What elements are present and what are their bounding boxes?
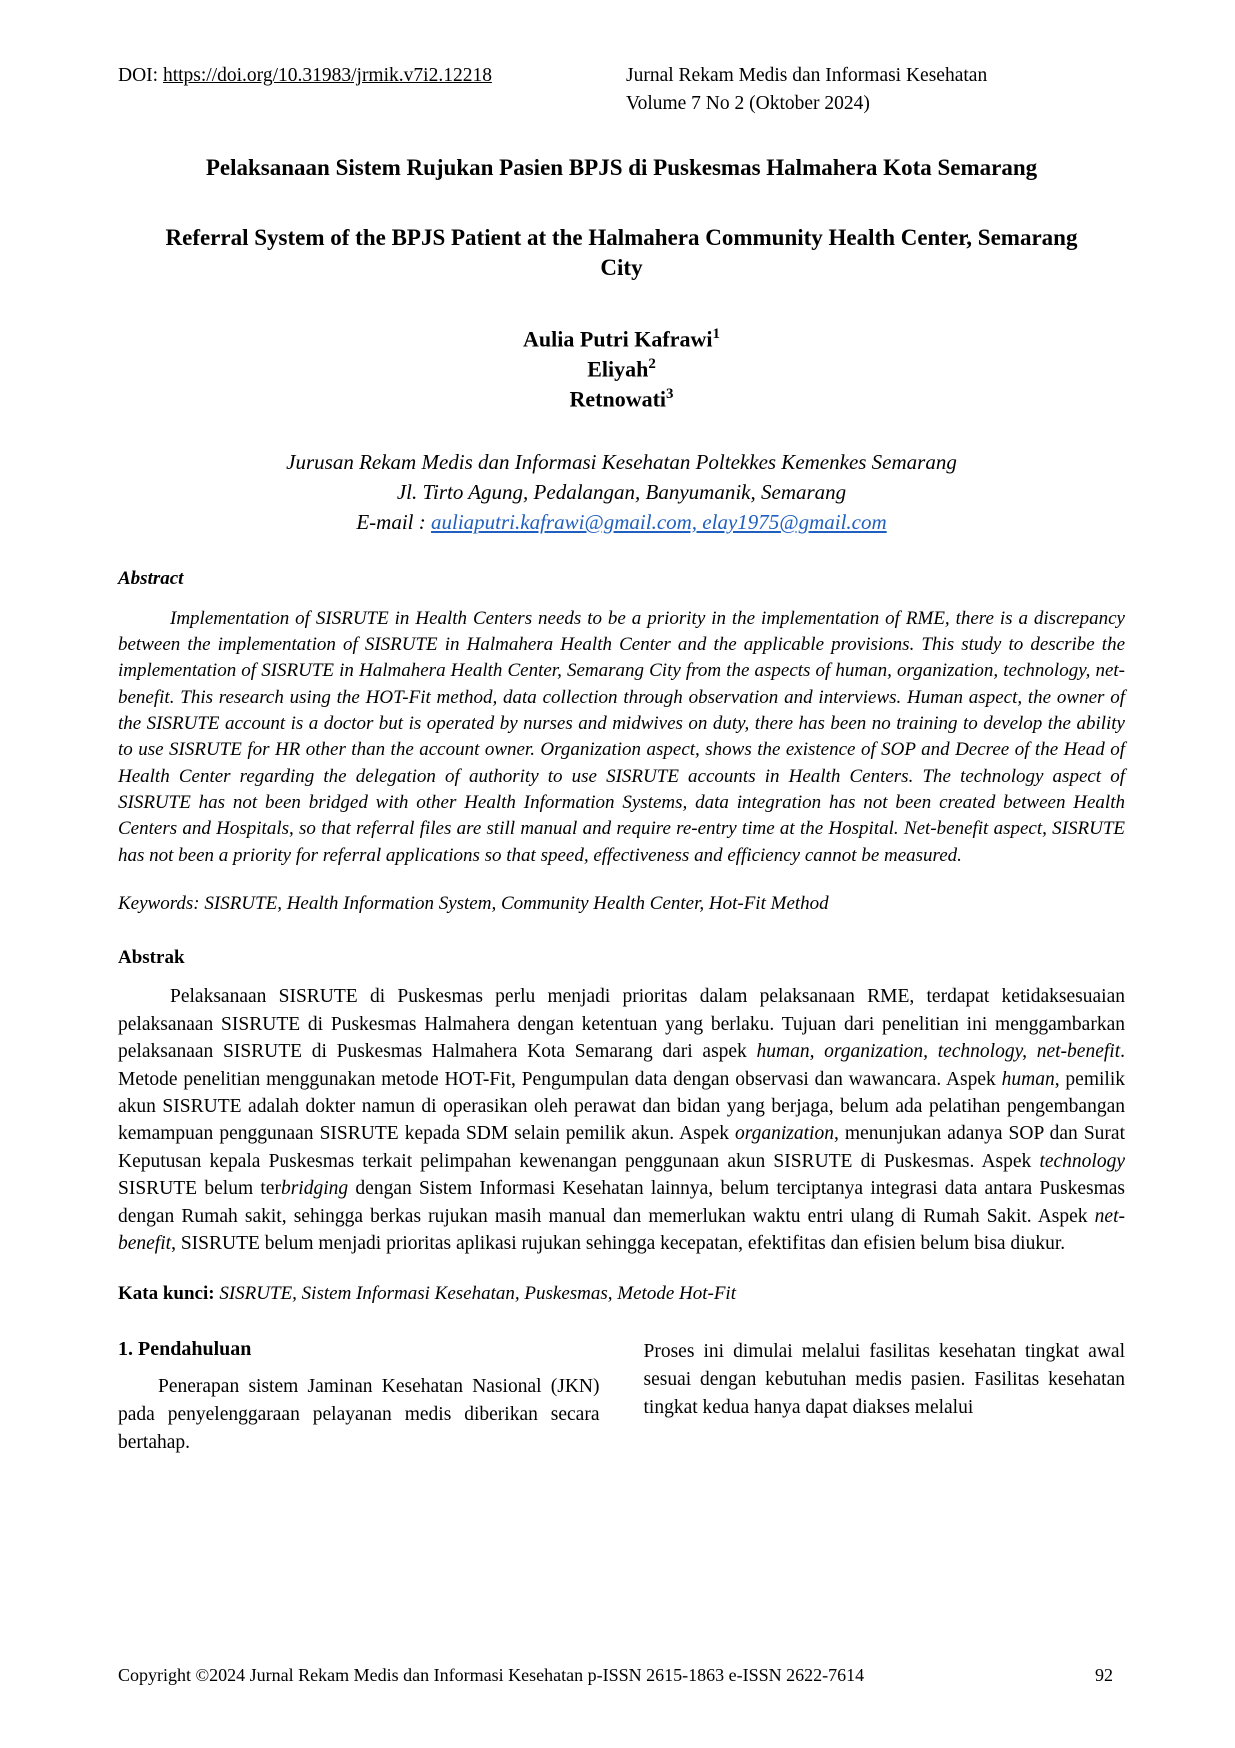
paragraph-intro-right: Proses ini dimulai melalui fasilitas kesehatan tingkat awal sesuai dengan kebutuhan medis pasien. Fasilitas kesehatan tingkat kedua hanya dapat diakses melalui — [643, 1340, 1125, 1419]
abstrak-text-part: SISRUTE belum ter — [118, 1178, 281, 1200]
abstrak-text-part: , pemilik akun SISRUTE adalah dokter namun di operasikan oleh perawat dan bidan yang berjaga, belum ada pelatihan pengembangan kemampuan penggunaan SISRUTE kepada SDM selain pemilik akun. Aspek — [118, 1068, 1125, 1145]
abstrak-italic-term: bridging — [280, 1178, 349, 1200]
katakunci-label: Kata kunci: — [118, 1283, 215, 1305]
copyright-text: Copyright ©2024 Jurnal Rekam Medis dan Informasi Kesehatan p-ISSN 2615-1863 e-ISSN 2622-7614 — [118, 1665, 865, 1685]
doi-block — [118, 62, 618, 90]
abstrak-italic-term: human — [1001, 1068, 1055, 1090]
katakunci-value: SISRUTE, Sistem Informasi Kesehatan, Puskesmas, Metode Hot-Fit — [214, 1283, 736, 1305]
author-entry — [118, 384, 1125, 414]
author-affiliation-marker: 2 — [648, 355, 656, 372]
author-entry — [118, 324, 1125, 354]
section-heading-pendahuluan: 1. Pendahuluan — [118, 1337, 252, 1360]
journal-volume: Volume 7 No 2 (Oktober 2024) — [626, 93, 870, 115]
page-header — [118, 62, 1125, 119]
doi-link[interactable]: https://doi.org/10.31983/jrmik.v7i2.12218 — [162, 65, 492, 86]
abstrak-keywords — [118, 1281, 1125, 1308]
column-right — [644, 1338, 1126, 1457]
abstrak-text-part: , menunjukan adanya SOP dan Surat Keputusan kepala Puskesmas terkait pelimpahan kewenangan penggunaan akun SISRUTE di Puskesmas. Aspek — [118, 1123, 1125, 1172]
author-affiliation-marker: 1 — [712, 325, 720, 342]
author-list — [118, 324, 1125, 415]
author-affiliation-marker: 3 — [666, 386, 674, 403]
abstrak-italic-term: human, organization, technology, net-benefit — [756, 1041, 1121, 1063]
email-label: E-mail : — [356, 509, 431, 534]
abstrak-body — [118, 983, 1125, 1257]
abstrak-italic-term: organization — [735, 1123, 834, 1145]
abstract-body: Implementation of SISRUTE in Health Centers needs to be a priority in the implementation of RME, there is a discrepancy between the implementation of SISRUTE in Halmahera Health Center and the applicable provisions. This study to describe the implementation of SISRUTE in Halmahera Health Center, Semarang City from the aspects of human, organization, technology, net-benefit. This research using the HOT-Fit method, data collection through observation and interviews. Human aspect, the owner of the SISRUTE account is a doctor but is operated by nurses and midwives on duty, there has been no training to develop the ability to use SISRUTE for HR other than the account owner. Organization aspect, shows the existence of SOP and Decree of the Head of Health Center regarding the delegation of authority to use SISRUTE accounts in Health Centers. The technology aspect of SISRUTE has not been bridged with other Health Information Systems, data integration has not been created between Health Centers and Hospitals, so that referral files are still manual and require re-entry time at the Hospital. Net-benefit aspect, SISRUTE has not been a priority for referral applications so that speed, effectiveness and efficiency cannot be measured. — [118, 607, 1125, 866]
body-columns — [118, 1338, 1125, 1457]
email-link[interactable]: auliaputri.kafrawi@gmail.com, elay1975@gmail.com — [430, 509, 887, 534]
page-footer — [118, 1665, 1125, 1686]
author-entry — [118, 354, 1125, 384]
author-name: Aulia Putri Kafrawi — [523, 325, 713, 351]
journal-info — [618, 62, 1125, 119]
affiliation-email-line — [118, 508, 1125, 538]
abstrak-italic-term: technology — [1039, 1150, 1125, 1172]
abstract-keywords: Keywords: SISRUTE, Health Information System, Community Health Center, Hot-Fit Method — [118, 892, 829, 914]
abstrak-text-part: dengan Sistem Informasi Kesehatan lainnya, belum terciptanya integrasi data antara Puskesmas dengan Rumah sakit, sehingga berkas rujukan masih manual dan memerlukan waktu entri ulang di Rumah Sakit. Aspek — [118, 1178, 1126, 1227]
paragraph-intro-left: Penerapan sistem Jaminan Kesehatan Nasional (JKN) pada penyelenggaraan pelayanan medis diberikan secara bertahap. — [118, 1375, 600, 1454]
affiliation-address: Jl. Tirto Agung, Pedalangan, Banyumanik, Semarang — [396, 480, 847, 505]
affiliation-block — [118, 448, 1125, 537]
abstrak-text-part: , SISRUTE belum menjadi prioritas aplikasi rujukan sehingga kecepatan, efektifitas dan efisien belum bisa diukur. — [171, 1232, 1066, 1254]
abstrak-text-part: . Metode penelitian menggunakan metode HOT-Fit, Pengumpulan data dengan observasi dan wawancara. Aspek — [118, 1041, 1125, 1090]
page-number: 92 — [1095, 1665, 1113, 1685]
abstrak-italic-term: net-benefit — [118, 1205, 1125, 1254]
abstrak-text-part: Pelaksanaan SISRUTE di Puskesmas perlu menjadi prioritas dalam pelaksanaan RME, terdapat ketidaksesuaian pelaksanaan SISRUTE di Puskesmas Halmahera dengan ketentuan yang berlaku. Tujuan dari penelitian ini menggambarkan pelaksanaan SISRUTE di Puskesmas Halmahera Kota Semarang dari aspek — [118, 986, 1125, 1063]
abstrak-heading: Abstrak — [118, 947, 185, 969]
title-block — [118, 153, 1125, 284]
affiliation-institution: Jurusan Rekam Medis dan Informasi Kesehatan Poltekkes Kemenkes Semarang — [286, 450, 957, 475]
author-name: Eliyah — [587, 356, 649, 382]
page-title-indonesian: Pelaksanaan Sistem Rujukan Pasien BPJS di Puskesmas Halmahera Kota Semarang — [205, 154, 1038, 180]
author-name: Retnowati — [569, 386, 667, 412]
column-left — [118, 1338, 600, 1457]
page-title-english: Referral System of the BPJS Patient at the Halmahera Community Health Center, Semarang City — [165, 224, 1078, 281]
journal-name: Jurnal Rekam Medis dan Informasi Kesehatan — [626, 65, 988, 86]
abstract-heading: Abstract — [118, 567, 184, 589]
doi-label: DOI: — [118, 65, 163, 86]
